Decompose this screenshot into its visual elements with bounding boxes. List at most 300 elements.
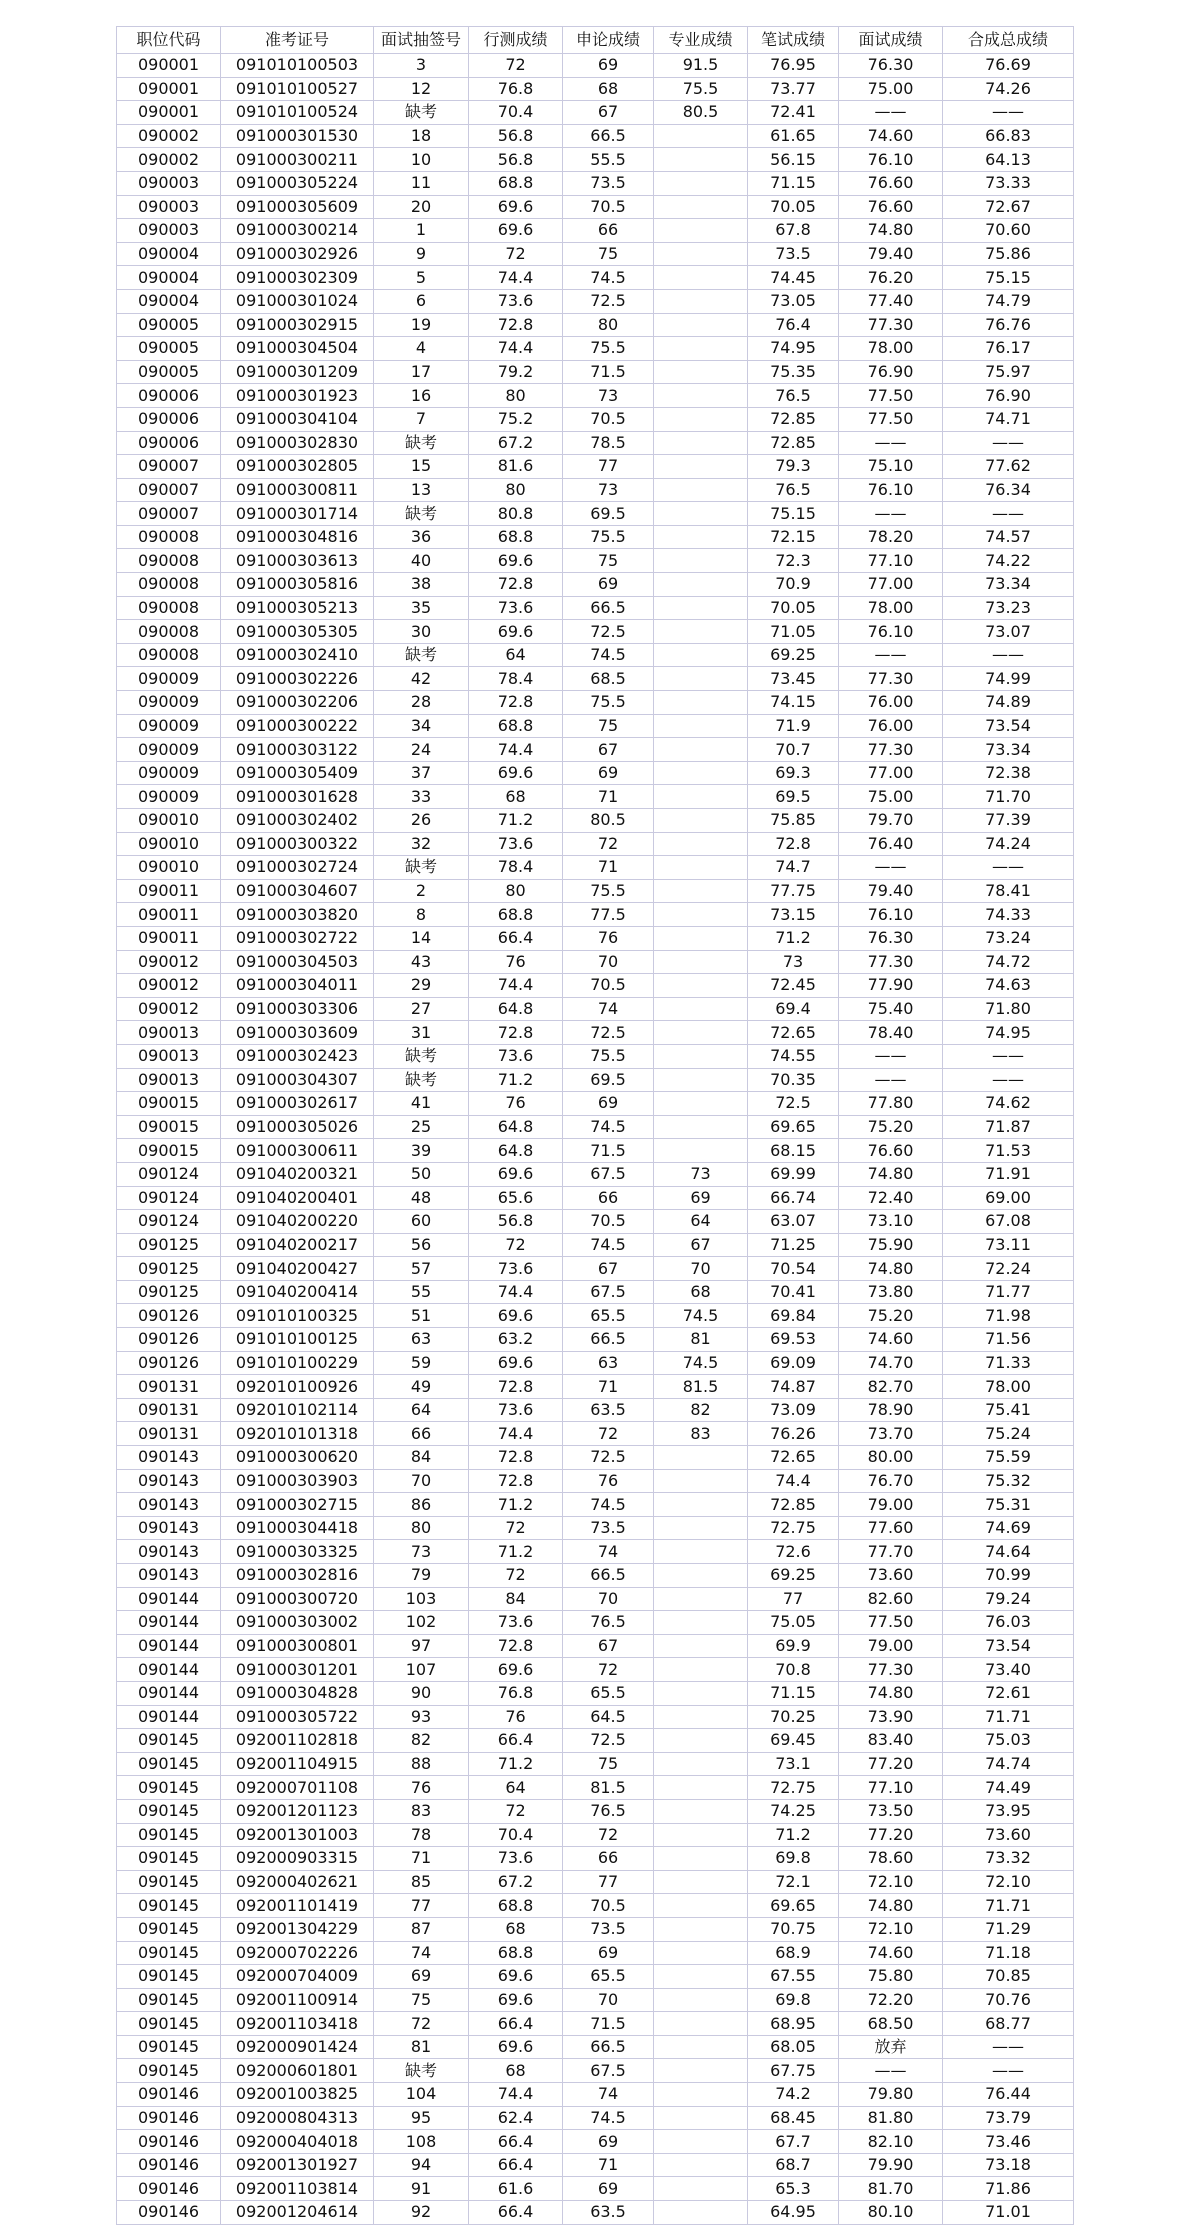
table-row [117, 1823, 1074, 1847]
cell-total-score: 79.24 [943, 1587, 1074, 1611]
cell-position-code: 090145 [117, 2012, 221, 2036]
cell-professional-score [654, 171, 748, 195]
cell-total-score: —— [943, 101, 1074, 125]
table-row [117, 1847, 1074, 1871]
cell-draw-number: 74 [374, 1941, 469, 1965]
cell-draw-number: 30 [374, 620, 469, 644]
cell-written-score: 73.5 [748, 242, 839, 266]
cell-professional-score [654, 266, 748, 290]
cell-written-score: 72.8 [748, 832, 839, 856]
table-row [117, 431, 1074, 455]
cell-professional-score [654, 1894, 748, 1918]
cell-total-score: 75.03 [943, 1729, 1074, 1753]
cell-draw-number: 97 [374, 1634, 469, 1658]
table-row [117, 1186, 1074, 1210]
cell-ticket-number: 091000304418 [221, 1516, 374, 1540]
cell-ticket-number: 092010101318 [221, 1422, 374, 1446]
cell-total-score: 74.71 [943, 407, 1074, 431]
cell-professional-score [654, 738, 748, 762]
cell-draw-number: 缺考 [374, 2059, 469, 2083]
cell-ticket-number: 091000303609 [221, 1021, 374, 1045]
table-row [117, 1493, 1074, 1517]
table-row [117, 1092, 1074, 1116]
cell-draw-number: 9 [374, 242, 469, 266]
cell-aptitude-score: 78.4 [469, 856, 563, 880]
cell-aptitude-score: 64 [469, 1776, 563, 1800]
cell-ticket-number: 092000404018 [221, 2130, 374, 2154]
cell-draw-number: 34 [374, 714, 469, 738]
cell-ticket-number: 091000302715 [221, 1493, 374, 1517]
cell-interview-score: 放弃 [839, 2035, 943, 2059]
cell-aptitude-score: 72.8 [469, 573, 563, 597]
cell-written-score: 67.7 [748, 2130, 839, 2154]
table-row [117, 1162, 1074, 1186]
cell-essay-score: 73.5 [563, 1917, 654, 1941]
cell-ticket-number: 091000301714 [221, 502, 374, 526]
cell-position-code: 090125 [117, 1257, 221, 1281]
header-aptitude-score: 行测成绩 [469, 27, 563, 54]
cell-essay-score: 66.5 [563, 1328, 654, 1352]
cell-interview-score: 82.70 [839, 1375, 943, 1399]
cell-ticket-number: 091000305816 [221, 573, 374, 597]
cell-draw-number: 12 [374, 77, 469, 101]
cell-interview-score: 76.60 [839, 171, 943, 195]
table-body [117, 54, 1074, 2225]
cell-aptitude-score: 79.2 [469, 360, 563, 384]
cell-professional-score: 83 [654, 1422, 748, 1446]
cell-position-code: 090125 [117, 1233, 221, 1257]
cell-interview-score: 73.90 [839, 1705, 943, 1729]
table-row [117, 2130, 1074, 2154]
cell-aptitude-score: 67.2 [469, 1870, 563, 1894]
cell-total-score: 72.38 [943, 761, 1074, 785]
cell-draw-number: 103 [374, 1587, 469, 1611]
table-row [117, 1870, 1074, 1894]
cell-professional-score [654, 1681, 748, 1705]
cell-total-score: 74.95 [943, 1021, 1074, 1045]
cell-written-score: 69.25 [748, 1564, 839, 1588]
cell-aptitude-score: 72.8 [469, 1634, 563, 1658]
cell-essay-score: 71.5 [563, 1139, 654, 1163]
cell-total-score: 71.77 [943, 1280, 1074, 1304]
cell-position-code: 090124 [117, 1210, 221, 1234]
cell-draw-number: 17 [374, 360, 469, 384]
cell-total-score: 72.61 [943, 1681, 1074, 1705]
cell-written-score: 75.35 [748, 360, 839, 384]
cell-total-score: 76.34 [943, 478, 1074, 502]
cell-written-score: 70.54 [748, 1257, 839, 1281]
cell-ticket-number: 092010100926 [221, 1375, 374, 1399]
cell-interview-score: 74.60 [839, 1941, 943, 1965]
cell-total-score: 73.11 [943, 1233, 1074, 1257]
cell-essay-score: 72 [563, 1823, 654, 1847]
cell-interview-score: 77.30 [839, 313, 943, 337]
table-row [117, 337, 1074, 361]
cell-aptitude-score: 80.8 [469, 502, 563, 526]
cell-ticket-number: 091000303122 [221, 738, 374, 762]
cell-essay-score: 69 [563, 2130, 654, 2154]
cell-total-score: 73.46 [943, 2130, 1074, 2154]
cell-written-score: 76.5 [748, 478, 839, 502]
cell-position-code: 090146 [117, 2177, 221, 2201]
cell-total-score: 75.59 [943, 1446, 1074, 1470]
cell-professional-score [654, 1516, 748, 1540]
cell-total-score: 73.54 [943, 1634, 1074, 1658]
cell-draw-number: 81 [374, 2035, 469, 2059]
cell-aptitude-score: 74.4 [469, 266, 563, 290]
table-row [117, 1115, 1074, 1139]
cell-position-code: 090145 [117, 1847, 221, 1871]
cell-written-score: 73 [748, 950, 839, 974]
table-row [117, 596, 1074, 620]
cell-interview-score: —— [839, 431, 943, 455]
cell-professional-score [654, 761, 748, 785]
cell-total-score: 72.10 [943, 1870, 1074, 1894]
cell-ticket-number: 091000302423 [221, 1044, 374, 1068]
cell-professional-score: 68 [654, 1280, 748, 1304]
cell-draw-number: 28 [374, 691, 469, 715]
cell-written-score: 74.2 [748, 2083, 839, 2107]
cell-written-score: 68.9 [748, 1941, 839, 1965]
cell-draw-number: 63 [374, 1328, 469, 1352]
cell-interview-score: 74.80 [839, 1257, 943, 1281]
cell-professional-score [654, 2035, 748, 2059]
cell-ticket-number: 092000901424 [221, 2035, 374, 2059]
table-row [117, 2012, 1074, 2036]
cell-interview-score: 78.00 [839, 337, 943, 361]
cell-ticket-number: 091000301201 [221, 1658, 374, 1682]
cell-professional-score [654, 573, 748, 597]
cell-interview-score: 82.10 [839, 2130, 943, 2154]
cell-written-score: 68.45 [748, 2106, 839, 2130]
cell-aptitude-score: 73.6 [469, 1611, 563, 1635]
cell-aptitude-score: 72 [469, 1233, 563, 1257]
cell-essay-score: 71 [563, 856, 654, 880]
cell-draw-number: 59 [374, 1351, 469, 1375]
cell-essay-score: 81.5 [563, 1776, 654, 1800]
cell-interview-score: 80.00 [839, 1446, 943, 1470]
cell-ticket-number: 092000402621 [221, 1870, 374, 1894]
cell-ticket-number: 092000704009 [221, 1965, 374, 1989]
cell-total-score: 78.41 [943, 879, 1074, 903]
cell-position-code: 090143 [117, 1446, 221, 1470]
cell-professional-score [654, 903, 748, 927]
cell-aptitude-score: 69.6 [469, 549, 563, 573]
table-row [117, 525, 1074, 549]
cell-aptitude-score: 71.2 [469, 809, 563, 833]
cell-professional-score [654, 691, 748, 715]
cell-draw-number: 39 [374, 1139, 469, 1163]
cell-draw-number: 43 [374, 950, 469, 974]
table-row [117, 926, 1074, 950]
cell-interview-score: —— [839, 643, 943, 667]
cell-written-score: 64.95 [748, 2201, 839, 2225]
cell-interview-score: 75.10 [839, 455, 943, 479]
table-row [117, 573, 1074, 597]
cell-position-code: 090009 [117, 761, 221, 785]
cell-total-score: 75.32 [943, 1469, 1074, 1493]
cell-ticket-number: 091000300211 [221, 148, 374, 172]
cell-draw-number: 51 [374, 1304, 469, 1328]
table-row [117, 974, 1074, 998]
cell-professional-score [654, 1799, 748, 1823]
table-row [117, 1375, 1074, 1399]
cell-written-score: 72.65 [748, 1021, 839, 1045]
cell-aptitude-score: 67.2 [469, 431, 563, 455]
score-table [116, 26, 1074, 2225]
table-row [117, 1988, 1074, 2012]
cell-professional-score [654, 809, 748, 833]
cell-professional-score [654, 1823, 748, 1847]
cell-total-score: 78.00 [943, 1375, 1074, 1399]
cell-ticket-number: 091000302926 [221, 242, 374, 266]
cell-position-code: 090145 [117, 1870, 221, 1894]
cell-written-score: 72.85 [748, 431, 839, 455]
cell-professional-score [654, 714, 748, 738]
cell-total-score: 74.62 [943, 1092, 1074, 1116]
cell-essay-score: 74 [563, 997, 654, 1021]
cell-interview-score: 74.80 [839, 1681, 943, 1705]
cell-draw-number: 26 [374, 809, 469, 833]
cell-ticket-number: 091000303002 [221, 1611, 374, 1635]
cell-aptitude-score: 74.4 [469, 1280, 563, 1304]
cell-written-score: 68.95 [748, 2012, 839, 2036]
cell-professional-score [654, 289, 748, 313]
cell-position-code: 090125 [117, 1280, 221, 1304]
cell-professional-score: 91.5 [654, 54, 748, 78]
cell-essay-score: 70 [563, 950, 654, 974]
cell-professional-score [654, 1705, 748, 1729]
cell-essay-score: 67 [563, 1634, 654, 1658]
cell-aptitude-score: 71.2 [469, 1540, 563, 1564]
cell-professional-score [654, 1092, 748, 1116]
cell-professional-score [654, 1493, 748, 1517]
cell-essay-score: 70.5 [563, 1210, 654, 1234]
cell-ticket-number: 091000301209 [221, 360, 374, 384]
cell-position-code: 090126 [117, 1328, 221, 1352]
cell-position-code: 090146 [117, 2201, 221, 2225]
cell-professional-score [654, 384, 748, 408]
cell-draw-number: 87 [374, 1917, 469, 1941]
cell-total-score: 74.49 [943, 1776, 1074, 1800]
cell-aptitude-score: 68.8 [469, 525, 563, 549]
table-row [117, 903, 1074, 927]
cell-draw-number: 32 [374, 832, 469, 856]
cell-position-code: 090143 [117, 1564, 221, 1588]
cell-aptitude-score: 69.6 [469, 1658, 563, 1682]
cell-draw-number: 76 [374, 1776, 469, 1800]
cell-interview-score: 76.10 [839, 148, 943, 172]
cell-draw-number: 38 [374, 573, 469, 597]
cell-professional-score [654, 478, 748, 502]
cell-draw-number: 20 [374, 195, 469, 219]
cell-interview-score: 73.60 [839, 1564, 943, 1588]
cell-professional-score: 81.5 [654, 1375, 748, 1399]
cell-written-score: 70.05 [748, 596, 839, 620]
table-row [117, 1776, 1074, 1800]
cell-total-score: 73.60 [943, 1823, 1074, 1847]
cell-interview-score: 72.10 [839, 1917, 943, 1941]
cell-ticket-number: 092001104915 [221, 1752, 374, 1776]
cell-aptitude-score: 73.6 [469, 289, 563, 313]
cell-total-score: 76.03 [943, 1611, 1074, 1635]
cell-interview-score: 75.20 [839, 1304, 943, 1328]
cell-written-score: 75.05 [748, 1611, 839, 1635]
cell-ticket-number: 091010100524 [221, 101, 374, 125]
cell-ticket-number: 091040200217 [221, 1233, 374, 1257]
cell-total-score: 75.41 [943, 1398, 1074, 1422]
cell-written-score: 69.53 [748, 1328, 839, 1352]
table-row [117, 1965, 1074, 1989]
header-row [117, 27, 1074, 54]
cell-draw-number: 19 [374, 313, 469, 337]
cell-draw-number: 84 [374, 1446, 469, 1470]
cell-aptitude-score: 72.8 [469, 313, 563, 337]
cell-essay-score: 74.5 [563, 266, 654, 290]
cell-professional-score [654, 879, 748, 903]
cell-position-code: 090145 [117, 2035, 221, 2059]
cell-total-score: 77.62 [943, 455, 1074, 479]
cell-aptitude-score: 69.6 [469, 1965, 563, 1989]
cell-essay-score: 55.5 [563, 148, 654, 172]
cell-position-code: 090145 [117, 2059, 221, 2083]
cell-total-score: 73.54 [943, 714, 1074, 738]
cell-position-code: 090007 [117, 502, 221, 526]
cell-position-code: 090005 [117, 337, 221, 361]
cell-aptitude-score: 70.4 [469, 101, 563, 125]
cell-total-score: 75.24 [943, 1422, 1074, 1446]
cell-ticket-number: 091000305305 [221, 620, 374, 644]
table-row [117, 1516, 1074, 1540]
cell-total-score: 74.74 [943, 1752, 1074, 1776]
cell-essay-score: 70 [563, 1988, 654, 2012]
cell-essay-score: 74.5 [563, 1233, 654, 1257]
cell-draw-number: 缺考 [374, 1068, 469, 1092]
cell-draw-number: 24 [374, 738, 469, 762]
cell-aptitude-score: 75.2 [469, 407, 563, 431]
cell-ticket-number: 092001201123 [221, 1799, 374, 1823]
cell-position-code: 090015 [117, 1092, 221, 1116]
table-row [117, 502, 1074, 526]
cell-position-code: 090003 [117, 195, 221, 219]
cell-total-score: 74.24 [943, 832, 1074, 856]
cell-interview-score: 77.70 [839, 1540, 943, 1564]
cell-ticket-number: 091000302830 [221, 431, 374, 455]
cell-draw-number: 13 [374, 478, 469, 502]
cell-written-score: 70.25 [748, 1705, 839, 1729]
table-row [117, 1304, 1074, 1328]
cell-position-code: 090012 [117, 997, 221, 1021]
cell-written-score: 70.35 [748, 1068, 839, 1092]
cell-draw-number: 56 [374, 1233, 469, 1257]
cell-position-code: 090144 [117, 1705, 221, 1729]
cell-essay-score: 63.5 [563, 1398, 654, 1422]
cell-total-score: 71.86 [943, 2177, 1074, 2201]
cell-total-score: 73.79 [943, 2106, 1074, 2130]
table-row [117, 1280, 1074, 1304]
cell-draw-number: 7 [374, 407, 469, 431]
cell-draw-number: 31 [374, 1021, 469, 1045]
cell-interview-score: —— [839, 502, 943, 526]
cell-professional-score [654, 549, 748, 573]
cell-written-score: 70.75 [748, 1917, 839, 1941]
cell-draw-number: 104 [374, 2083, 469, 2107]
table-row [117, 950, 1074, 974]
cell-total-score: 69.00 [943, 1186, 1074, 1210]
header-interview-score: 面试成绩 [839, 27, 943, 54]
cell-interview-score: 75.00 [839, 77, 943, 101]
cell-ticket-number: 092001304229 [221, 1917, 374, 1941]
cell-written-score: 77 [748, 1587, 839, 1611]
cell-essay-score: 75.5 [563, 525, 654, 549]
cell-total-score: 70.85 [943, 1965, 1074, 1989]
cell-aptitude-score: 70.4 [469, 1823, 563, 1847]
cell-essay-score: 67 [563, 738, 654, 762]
cell-position-code: 090015 [117, 1139, 221, 1163]
cell-ticket-number: 091000303306 [221, 997, 374, 1021]
table-row [117, 856, 1074, 880]
cell-total-score: 74.99 [943, 667, 1074, 691]
cell-total-score: 73.07 [943, 620, 1074, 644]
cell-total-score: 76.17 [943, 337, 1074, 361]
cell-written-score: 73.1 [748, 1752, 839, 1776]
cell-position-code: 090146 [117, 2083, 221, 2107]
cell-draw-number: 缺考 [374, 101, 469, 125]
cell-written-score: 71.25 [748, 1233, 839, 1257]
cell-professional-score [654, 1917, 748, 1941]
cell-professional-score [654, 2153, 748, 2177]
cell-interview-score: 76.00 [839, 691, 943, 715]
cell-ticket-number: 091010100125 [221, 1328, 374, 1352]
cell-written-score: 74.87 [748, 1375, 839, 1399]
cell-draw-number: 85 [374, 1870, 469, 1894]
cell-total-score: 74.79 [943, 289, 1074, 313]
cell-essay-score: 77 [563, 1870, 654, 1894]
cell-draw-number: 27 [374, 997, 469, 1021]
cell-essay-score: 75.5 [563, 337, 654, 361]
cell-ticket-number: 091000302309 [221, 266, 374, 290]
cell-ticket-number: 091000304828 [221, 1681, 374, 1705]
cell-interview-score: 79.80 [839, 2083, 943, 2107]
cell-essay-score: 71 [563, 785, 654, 809]
cell-aptitude-score: 63.2 [469, 1328, 563, 1352]
cell-position-code: 090006 [117, 384, 221, 408]
cell-total-score: 71.91 [943, 1162, 1074, 1186]
cell-essay-score: 73.5 [563, 1516, 654, 1540]
table-row [117, 1611, 1074, 1635]
cell-professional-score [654, 2106, 748, 2130]
cell-draw-number: 88 [374, 1752, 469, 1776]
table-row [117, 1681, 1074, 1705]
cell-written-score: 69.84 [748, 1304, 839, 1328]
cell-written-score: 70.9 [748, 573, 839, 597]
cell-essay-score: 75 [563, 714, 654, 738]
cell-position-code: 090143 [117, 1540, 221, 1564]
cell-professional-score [654, 1540, 748, 1564]
cell-essay-score: 65.5 [563, 1681, 654, 1705]
cell-aptitude-score: 72.8 [469, 691, 563, 715]
cell-written-score: 72.1 [748, 1870, 839, 1894]
cell-written-score: 69.65 [748, 1894, 839, 1918]
cell-essay-score: 69 [563, 54, 654, 78]
cell-ticket-number: 091000301530 [221, 124, 374, 148]
cell-professional-score [654, 643, 748, 667]
table-row [117, 1257, 1074, 1281]
cell-total-score: 71.56 [943, 1328, 1074, 1352]
cell-draw-number: 14 [374, 926, 469, 950]
cell-position-code: 090009 [117, 714, 221, 738]
cell-interview-score: —— [839, 856, 943, 880]
